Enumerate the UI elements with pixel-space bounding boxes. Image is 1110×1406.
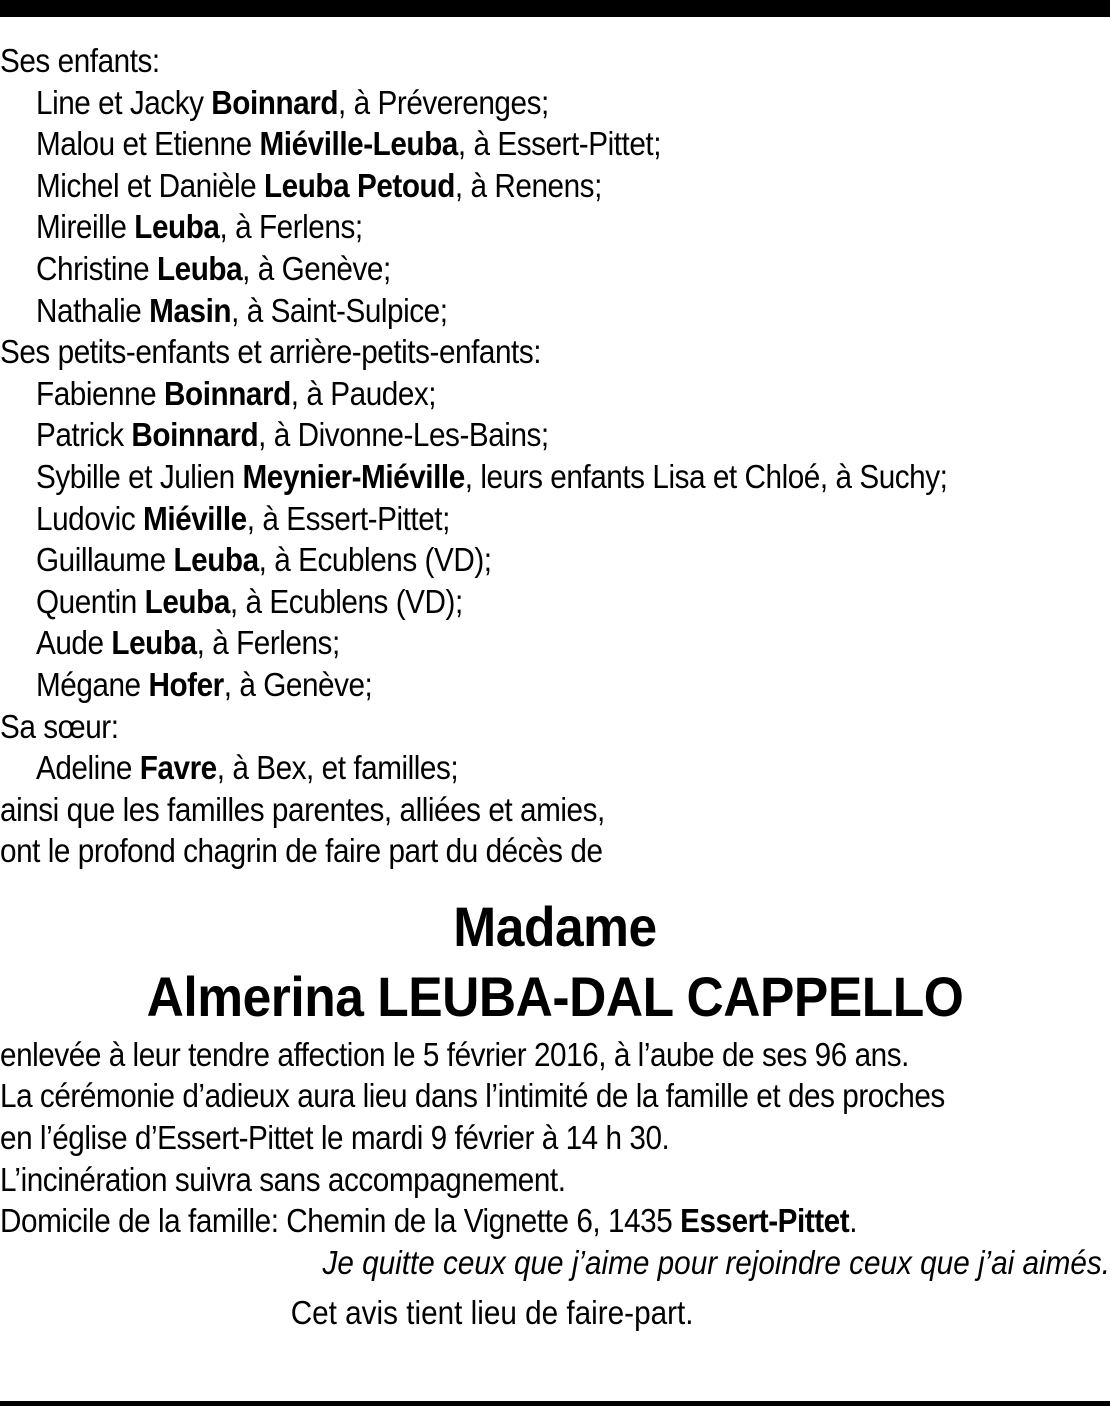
deceased-name: Almerina LEUBA-DAL CAPPELLO (146, 964, 964, 1028)
family-heading: Ses petits-enfants et arrière-petits-enfants: (0, 333, 542, 371)
family-member (0, 581, 999, 623)
member-first-names: Aude (36, 624, 112, 662)
member-first-names: Mégane (36, 665, 149, 703)
member-location: , à Genève; (242, 249, 391, 287)
bottom-rule (0, 1401, 1110, 1406)
family-member (0, 165, 999, 207)
family-member (0, 206, 999, 248)
family-heading: ainsi que les familles parentes, alliées et amies, (0, 790, 605, 828)
member-location: , à Ecublens (VD); (229, 582, 463, 620)
member-first-names: Mireille (36, 208, 135, 246)
address-place: Essert-Pittet (680, 1202, 850, 1240)
member-location: , leurs enfants Lisa et Chloé, à Suchy; (464, 457, 948, 495)
member-first-names: Malou et Etienne (36, 125, 260, 163)
member-location: , à Ferlens; (196, 624, 340, 662)
ceremony-details (0, 1034, 1110, 1242)
member-surname: Boinnard (164, 374, 291, 412)
family-heading: ont le profond chagrin de faire part du décès de (0, 832, 603, 870)
member-first-names: Guillaume (36, 541, 174, 579)
member-first-names: Christine (36, 249, 157, 287)
member-location: , à Saint-Sulpice; (231, 291, 448, 329)
family-member (0, 747, 999, 789)
member-location: , à Paudex; (290, 374, 437, 412)
family-member (0, 664, 999, 706)
family-member (0, 123, 999, 165)
obituary-notice (0, 40, 1110, 1334)
member-surname: Meynier-Miéville (242, 457, 465, 495)
member-location: , à Essert-Pittet; (246, 499, 450, 537)
member-surname: Miéville-Leuba (259, 125, 458, 163)
member-location: , à Renens; (454, 166, 602, 204)
top-rule (0, 0, 1110, 17)
member-surname: Masin (149, 291, 232, 329)
member-first-names: Nathalie (36, 291, 150, 329)
address-text: Domicile de la famille: Chemin de la Vignette 6, 1435 (0, 1202, 681, 1240)
member-surname: Hofer (148, 665, 224, 703)
member-surname: Boinnard (131, 416, 259, 454)
member-location: , à Préverenges; (338, 83, 549, 121)
member-first-names: Quentin (36, 582, 145, 620)
member-surname: Boinnard (211, 83, 339, 121)
details-line: La cérémonie d’adieux aura lieu dans l’intimité de la famille et des proches (0, 1077, 945, 1115)
member-location: , à Bex, et familles; (216, 749, 459, 787)
details-line: en l’église d’Essert-Pittet le mardi 9 février à 14 h 30. (0, 1119, 670, 1157)
address-end: . (849, 1202, 857, 1240)
member-surname: Leuba (111, 624, 197, 662)
quote: Je quitte ceux que j’aime pour rejoindre ceux que j’ai aimés. (322, 1243, 1110, 1281)
family-member (0, 82, 999, 124)
deceased-title: Madame (453, 894, 657, 958)
member-location: , à Essert-Pittet; (457, 125, 662, 163)
member-location: , à Divonne-Les-Bains; (258, 416, 549, 454)
footer-note: Cet avis tient lieu de faire-part. (290, 1293, 694, 1331)
family-member (0, 539, 999, 581)
member-surname: Miéville (143, 499, 247, 537)
member-location: , à Ferlens; (219, 208, 363, 246)
member-first-names: Patrick (36, 416, 132, 454)
family-list (0, 40, 1110, 872)
details-line: enlevée à leur tendre affection le 5 février 2016, à l’aube de ses 96 ans. (0, 1035, 909, 1073)
deceased-block (0, 892, 1110, 1032)
family-member (0, 290, 999, 332)
member-first-names: Ludovic (36, 499, 144, 537)
member-location: , à Genève; (223, 665, 373, 703)
member-first-names: Line et Jacky (36, 83, 212, 121)
member-location: , à Ecublens (VD); (258, 541, 492, 579)
member-surname: Leuba (134, 208, 220, 246)
member-first-names: Adeline (36, 749, 140, 787)
member-surname: Leuba (156, 249, 243, 287)
family-member (0, 373, 999, 415)
family-member (0, 414, 999, 456)
member-surname: Leuba (144, 582, 230, 620)
family-heading: Sa sœur: (0, 707, 119, 745)
member-first-names: Michel et Danièle (36, 166, 264, 204)
family-heading: Ses enfants: (0, 42, 160, 79)
details-line: L’incinération suivra sans accompagnement. (0, 1160, 566, 1198)
member-first-names: Fabienne (36, 374, 165, 412)
family-member (0, 498, 999, 540)
member-surname: Favre (139, 749, 217, 787)
member-first-names: Sybille et Julien (36, 457, 243, 495)
family-member (0, 456, 999, 498)
member-surname: Leuba (173, 541, 259, 579)
family-member (0, 622, 999, 664)
member-surname: Leuba Petoud (263, 166, 455, 204)
family-member (0, 248, 999, 290)
family-address (0, 1200, 999, 1242)
